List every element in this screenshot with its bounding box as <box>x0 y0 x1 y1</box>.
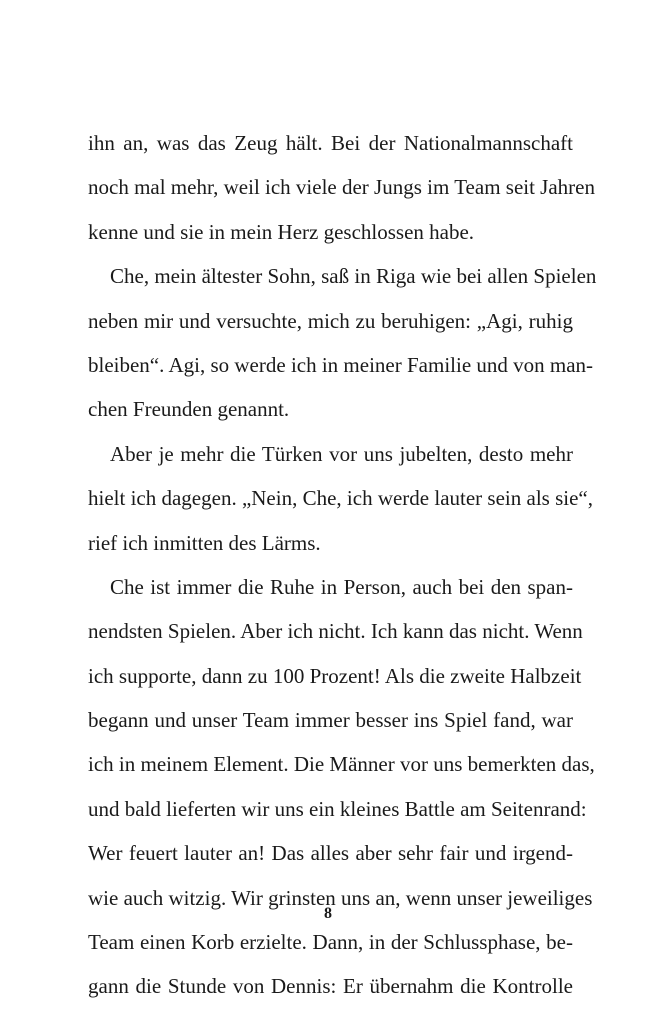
text-line: und bald lieferten wir uns ein kleines Battle am Seitenrand: <box>88 796 587 821</box>
text-line: bleiben“. Agi, so werde ich in meiner Familie und von man- <box>88 352 594 377</box>
text-line: chen Freunden genannt. <box>88 397 290 422</box>
text-line: nendsten Spielen. Aber ich nicht. Ich kann das nicht. Wenn <box>88 619 583 644</box>
text-line: begann und unser Team immer besser ins Spiel fand, war <box>88 708 573 733</box>
text-line: hielt ich dagegen. „Nein, Che, ich werde lauter sein als sie“, <box>88 486 593 511</box>
text-line: ich in meinem Element. Die Männer vor uns bemerkten das, <box>88 752 595 777</box>
text-line: kenne und sie in mein Herz geschlossen habe. <box>88 219 475 244</box>
text-line: rief ich inmitten des Lärms. <box>88 530 321 555</box>
text-line: Che ist immer die Ruhe in Person, auch bei den span- <box>110 574 573 599</box>
text-line: noch mal mehr, weil ich viele der Jungs im Team seit Jahren <box>88 175 595 200</box>
text-line: Aber je mehr die Türken vor uns jubelten, desto mehr <box>110 441 573 466</box>
page-number: 8 <box>324 905 332 922</box>
text-line: ihn an, was das Zeug hält. Bei der Nationalmannschaft <box>88 131 573 155</box>
text-line: Wer feuert lauter an! Das alles aber sehr fair und irgend- <box>88 841 573 866</box>
body-text <box>88 121 597 1009</box>
text-line: wie auch witzig. Wir grinsten uns an, wenn unser jeweiliges <box>88 885 593 910</box>
text-line: neben mir und versuchte, mich zu beruhigen: „Agi, ruhig <box>88 308 573 333</box>
text-line: Team einen Korb erzielte. Dann, in der Schlussphase, be- <box>88 930 573 955</box>
text-line: gann die Stunde von Dennis: Er übernahm die Kontrolle <box>88 974 573 999</box>
text-line: ich supporte, dann zu 100 Prozent! Als die zweite Halbzeit <box>88 663 582 688</box>
text-line: Che, mein ältester Sohn, saß in Riga wie bei allen Spielen <box>110 264 597 289</box>
